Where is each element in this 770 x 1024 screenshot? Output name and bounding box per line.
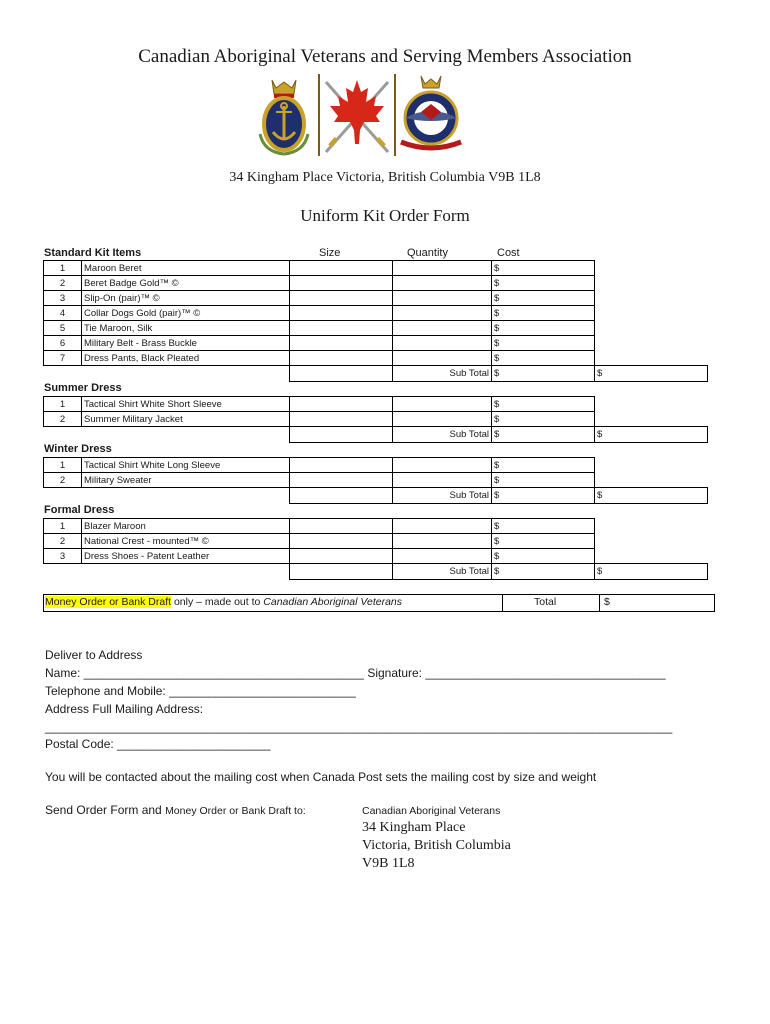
item-number: 2 [44, 473, 82, 488]
table-row [44, 351, 708, 366]
cost-cell[interactable]: $ [492, 351, 595, 366]
item-name: Maroon Beret [82, 261, 290, 276]
payment-instructions [45, 596, 402, 608]
subtotal-row [44, 488, 708, 504]
cost-cell[interactable]: $ [492, 336, 595, 351]
size-cell[interactable] [290, 306, 393, 321]
quantity-cell[interactable] [393, 412, 492, 427]
item-name: Beret Badge Gold™ © [82, 276, 290, 291]
subtotal-total-cell[interactable]: $ [595, 564, 708, 580]
table-row [44, 306, 708, 321]
item-number: 1 [44, 458, 82, 473]
item-number: 4 [44, 306, 82, 321]
column-header-cost: Cost [497, 247, 520, 259]
navy-badge-logo [256, 74, 312, 156]
cost-cell[interactable]: $ [492, 519, 595, 534]
item-number: 7 [44, 351, 82, 366]
payment-method-highlight: Money Order or Bank Draft [45, 596, 172, 608]
telephone-line[interactable]: Telephone and Mobile: ____________________________ [45, 684, 356, 698]
army-maple-leaf-logo [318, 74, 396, 156]
table-row [44, 412, 708, 427]
formal-dress-table [43, 518, 708, 580]
subtotal-cost-cell[interactable]: $ [492, 427, 595, 443]
subtotal-cost-cell[interactable]: $ [492, 366, 595, 382]
organization-title: Canadian Aboriginal Veterans and Serving Members Association [138, 46, 632, 67]
cost-cell[interactable]: $ [492, 534, 595, 549]
table-row [44, 276, 708, 291]
table-row [44, 291, 708, 306]
send-order-label [45, 803, 306, 817]
item-number: 3 [44, 549, 82, 564]
table-row [44, 473, 708, 488]
subtotal-label: Sub Total [393, 488, 492, 504]
item-name: Slip-On (pair)™ © [82, 291, 290, 306]
name-signature-line[interactable]: Name: __________________________________________ Signature: ____________________________________ [45, 666, 666, 680]
mailing-address-line-1: 34 Kingham Place [362, 820, 466, 835]
cost-cell[interactable]: $ [492, 306, 595, 321]
quantity-cell[interactable] [393, 397, 492, 412]
quantity-cell[interactable] [393, 458, 492, 473]
section-title-formal-dress: Formal Dress [44, 504, 115, 516]
table-row [44, 549, 708, 564]
item-name: Tactical Shirt White Long Sleeve [82, 458, 290, 473]
item-number: 3 [44, 291, 82, 306]
item-name: Dress Shoes - Patent Leather [82, 549, 290, 564]
subtotal-total-cell[interactable]: $ [595, 366, 708, 382]
column-header-items: Standard Kit Items [44, 247, 142, 259]
size-cell[interactable] [290, 321, 393, 336]
item-number: 1 [44, 397, 82, 412]
column-header-size: Size [319, 247, 341, 259]
subtotal-cost-cell[interactable]: $ [492, 564, 595, 580]
cost-cell[interactable]: $ [492, 397, 595, 412]
standard-kit-table [43, 260, 708, 382]
table-row [44, 458, 708, 473]
winter-dress-table [43, 457, 708, 504]
quantity-cell[interactable] [393, 473, 492, 488]
size-cell[interactable] [290, 519, 393, 534]
item-number: 2 [44, 534, 82, 549]
subtotal-size-cell [290, 488, 393, 504]
item-name: Tie Maroon, Silk [82, 321, 290, 336]
payment-total-row [43, 594, 715, 612]
subtotal-row [44, 564, 708, 580]
divider [599, 595, 600, 611]
table-row [44, 519, 708, 534]
air-force-badge-logo [395, 74, 467, 156]
quantity-cell[interactable] [393, 519, 492, 534]
item-name: Military Sweater [82, 473, 290, 488]
item-number: 1 [44, 261, 82, 276]
table-row [44, 321, 708, 336]
section-title-summer-dress: Summer Dress [44, 382, 122, 394]
size-cell[interactable] [290, 276, 393, 291]
cost-cell[interactable]: $ [492, 291, 595, 306]
item-number: 2 [44, 412, 82, 427]
address-blank-line[interactable]: ______________________________________________________________________________________________ [45, 720, 673, 734]
subtotal-size-cell [290, 366, 393, 382]
subtotal-label: Sub Total [393, 564, 492, 580]
quantity-cell[interactable] [393, 306, 492, 321]
subtotal-total-cell[interactable]: $ [595, 488, 708, 504]
subtotal-size-cell [290, 427, 393, 443]
subtotal-size-cell [290, 564, 393, 580]
mailing-cost-notice: You will be contacted about the mailing cost when Canada Post sets the mailing cost by size and weight [45, 770, 597, 784]
subtotal-row [44, 427, 708, 443]
item-name: Tactical Shirt White Short Sleeve [82, 397, 290, 412]
item-number: 2 [44, 276, 82, 291]
mailing-address-line-3: V9B 1L8 [362, 856, 415, 871]
column-header-quantity: Quantity [407, 247, 448, 259]
organization-address: 34 Kingham Place Victoria, British Columbia V9B 1L8 [229, 170, 541, 185]
send-label-b: Money Order or Bank Draft to: [165, 805, 306, 817]
size-cell[interactable] [290, 351, 393, 366]
cost-cell[interactable]: $ [492, 549, 595, 564]
item-number: 6 [44, 336, 82, 351]
item-name: Blazer Maroon [82, 519, 290, 534]
size-cell[interactable] [290, 261, 393, 276]
size-cell[interactable] [290, 397, 393, 412]
table-row [44, 397, 708, 412]
summer-dress-table [43, 396, 708, 443]
send-label-a: Send Order Form and [45, 803, 166, 817]
item-number: 5 [44, 321, 82, 336]
deliver-heading: Deliver to Address [45, 648, 143, 662]
payment-text: only – made out to [171, 596, 264, 608]
cost-cell[interactable]: $ [492, 473, 595, 488]
subtotal-label: Sub Total [393, 427, 492, 443]
subtotal-total-cell[interactable]: $ [595, 427, 708, 443]
item-name: Summer Military Jacket [82, 412, 290, 427]
item-name: Military Belt - Brass Buckle [82, 336, 290, 351]
quantity-cell[interactable] [393, 336, 492, 351]
size-cell[interactable] [290, 549, 393, 564]
form-title: Uniform Kit Order Form [300, 206, 470, 225]
size-cell[interactable] [290, 291, 393, 306]
address-label: Address Full Mailing Address: [45, 702, 204, 716]
payment-payee: Canadian Aboriginal Veterans [263, 596, 403, 608]
quantity-cell[interactable] [393, 321, 492, 336]
size-cell[interactable] [290, 534, 393, 549]
table-row [44, 534, 708, 549]
quantity-cell[interactable] [393, 351, 492, 366]
section-title-winter-dress: Winter Dress [44, 443, 112, 455]
cost-cell[interactable]: $ [492, 412, 595, 427]
quantity-cell[interactable] [393, 534, 492, 549]
grand-total-field[interactable]: $ [604, 596, 610, 608]
subtotal-cost-cell[interactable]: $ [492, 488, 595, 504]
table-row [44, 336, 708, 351]
quantity-cell[interactable] [393, 276, 492, 291]
divider [502, 595, 503, 611]
cost-cell[interactable]: $ [492, 261, 595, 276]
item-name: National Crest - mounted™ © [82, 534, 290, 549]
quantity-cell[interactable] [393, 549, 492, 564]
item-name: Collar Dogs Gold (pair)™ © [82, 306, 290, 321]
size-cell[interactable] [290, 336, 393, 351]
subtotal-label: Sub Total [393, 366, 492, 382]
total-label: Total [534, 596, 557, 608]
size-cell[interactable] [290, 473, 393, 488]
table-row [44, 261, 708, 276]
size-cell[interactable] [290, 412, 393, 427]
item-name: Dress Pants, Black Pleated [82, 351, 290, 366]
quantity-cell[interactable] [393, 261, 492, 276]
item-number: 1 [44, 519, 82, 534]
quantity-cell[interactable] [393, 291, 492, 306]
postal-code-line[interactable]: Postal Code: _______________________ [45, 737, 271, 751]
mailing-organization: Canadian Aboriginal Veterans [362, 805, 501, 817]
size-cell[interactable] [290, 458, 393, 473]
cost-cell[interactable]: $ [492, 458, 595, 473]
cost-cell[interactable]: $ [492, 276, 595, 291]
mailing-address-line-2: Victoria, British Columbia [362, 838, 511, 853]
cost-cell[interactable]: $ [492, 321, 595, 336]
subtotal-row [44, 366, 708, 382]
